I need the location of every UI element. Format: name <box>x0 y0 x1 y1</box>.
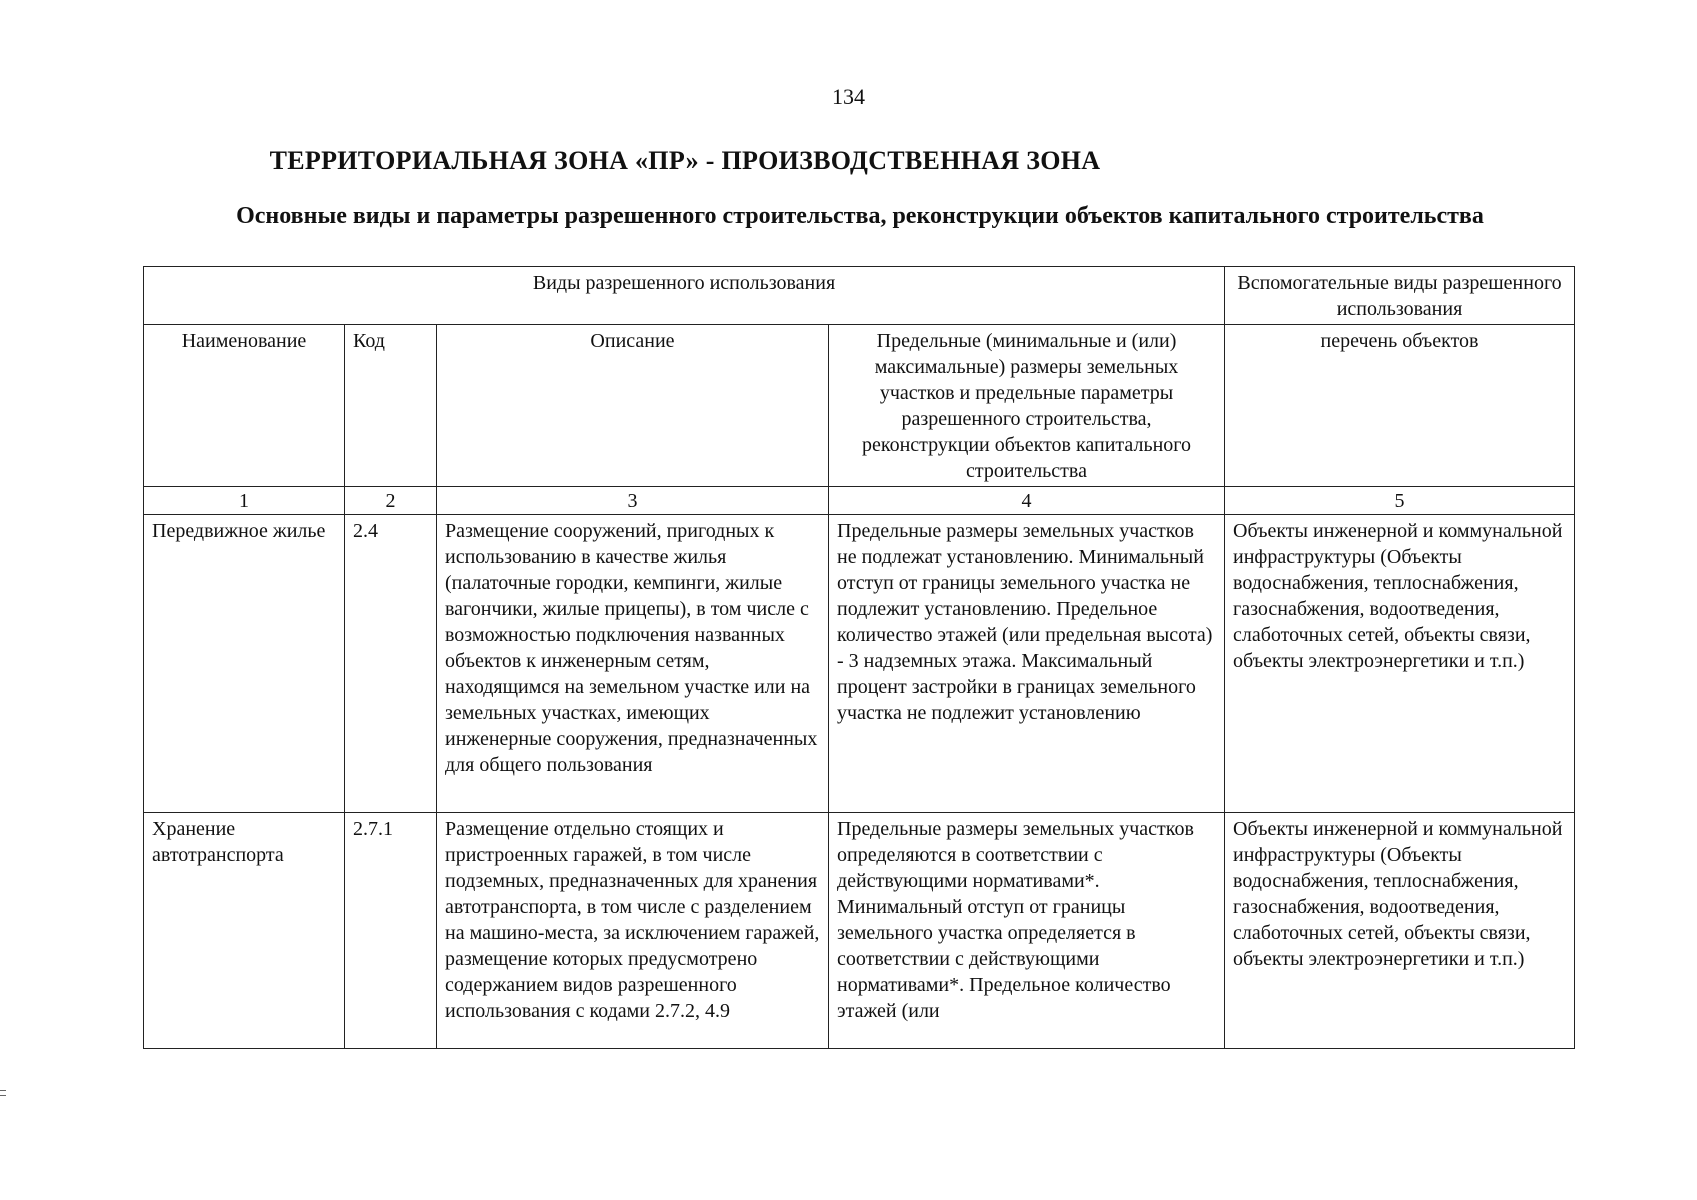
row-code: 2.4 <box>345 515 437 813</box>
row-limits: Предельные размеры земельных участков определяются в соответствии с действующими нормативами*. Минимальный отступ от границы земельного участка определяется в соответствии с действующими нормативами*. Предельное количество этажей (или <box>829 813 1225 1049</box>
column-number: 2 <box>345 487 437 515</box>
page-number: 134 <box>832 84 865 109</box>
table-column-header-row <box>144 325 1575 487</box>
row-limits: Предельные размеры земельных участков не подлежат установлению. Минимальный отступ от границы земельного участка не подлежит установлению. Предельное количество этажей (или предельная высота) - 3 надземных этажа. Максимальный процент застройки в границах земельного участка не подлежит установлению <box>829 515 1225 813</box>
table-row <box>144 813 1575 1049</box>
column-number-row <box>144 487 1575 515</box>
row-name: Хранение автотранспорта <box>144 813 345 1049</box>
row-description: Размещение сооружений, пригодных к использованию в качестве жилья (палаточные городки, кемпинги, жилые вагончики, жилые прицепы), в том числе с возможностью подключения названных объектов к инженерным сетям, находящимся на земельном участке или на земельных участках, имеющих инженерные сооружения, предназначенных для общего пользования <box>437 515 829 813</box>
permitted-use-table <box>143 266 1575 1049</box>
group-header-aux: Вспомогательные виды разрешенного использования <box>1225 267 1575 325</box>
row-description: Размещение отдельно стоящих и пристроенных гаражей, в том числе подземных, предназначенных для хранения автотранспорта, в том числе с разделением на машино-места, за исключением гаражей, размещение которых предусмотрено содержанием видов разрешенного использования с кодами 2.7.2, 4.9 <box>437 813 829 1049</box>
column-header-name: Наименование <box>144 325 345 487</box>
row-aux-objects: Объекты инженерной и коммунальной инфраструктуры (Объекты водоснабжения, теплоснабжения, газоснабжения, водоотведения, слаботочных сетей, объекты связи, объекты электроэнергетики и т.п.) <box>1225 813 1575 1049</box>
column-header-limits: Предельные (минимальные и (или) максимальные) размеры земельных участков и предельные параметры разрешенного строительства, реконструкции объектов капитального строительства <box>829 325 1225 487</box>
zone-title: ТЕРРИТОРИАЛЬНАЯ ЗОНА «ПР» - ПРОИЗВОДСТВЕННАЯ ЗОНА <box>269 146 1101 175</box>
table-row <box>144 515 1575 813</box>
group-header-main: Виды разрешенного использования <box>144 267 1225 325</box>
scan-edge-mark <box>0 1090 6 1096</box>
column-header-code: Код <box>345 325 437 487</box>
column-number: 1 <box>144 487 345 515</box>
column-header-aux-list: перечень объектов <box>1225 325 1575 487</box>
row-name: Передвижное жилье <box>144 515 345 813</box>
column-header-description: Описание <box>437 325 829 487</box>
column-number: 3 <box>437 487 829 515</box>
section-subtitle: Основные виды и параметры разрешенного строительства, реконструкции объектов капитального строительства <box>236 203 1484 229</box>
column-number: 5 <box>1225 487 1575 515</box>
column-number: 4 <box>829 487 1225 515</box>
row-code: 2.7.1 <box>345 813 437 1049</box>
row-aux-objects: Объекты инженерной и коммунальной инфраструктуры (Объекты водоснабжения, теплоснабжения, газоснабжения, водоотведения, слаботочных сетей, объекты связи, объекты электроэнергетики и т.п.) <box>1225 515 1575 813</box>
table-group-header-row <box>144 267 1575 325</box>
